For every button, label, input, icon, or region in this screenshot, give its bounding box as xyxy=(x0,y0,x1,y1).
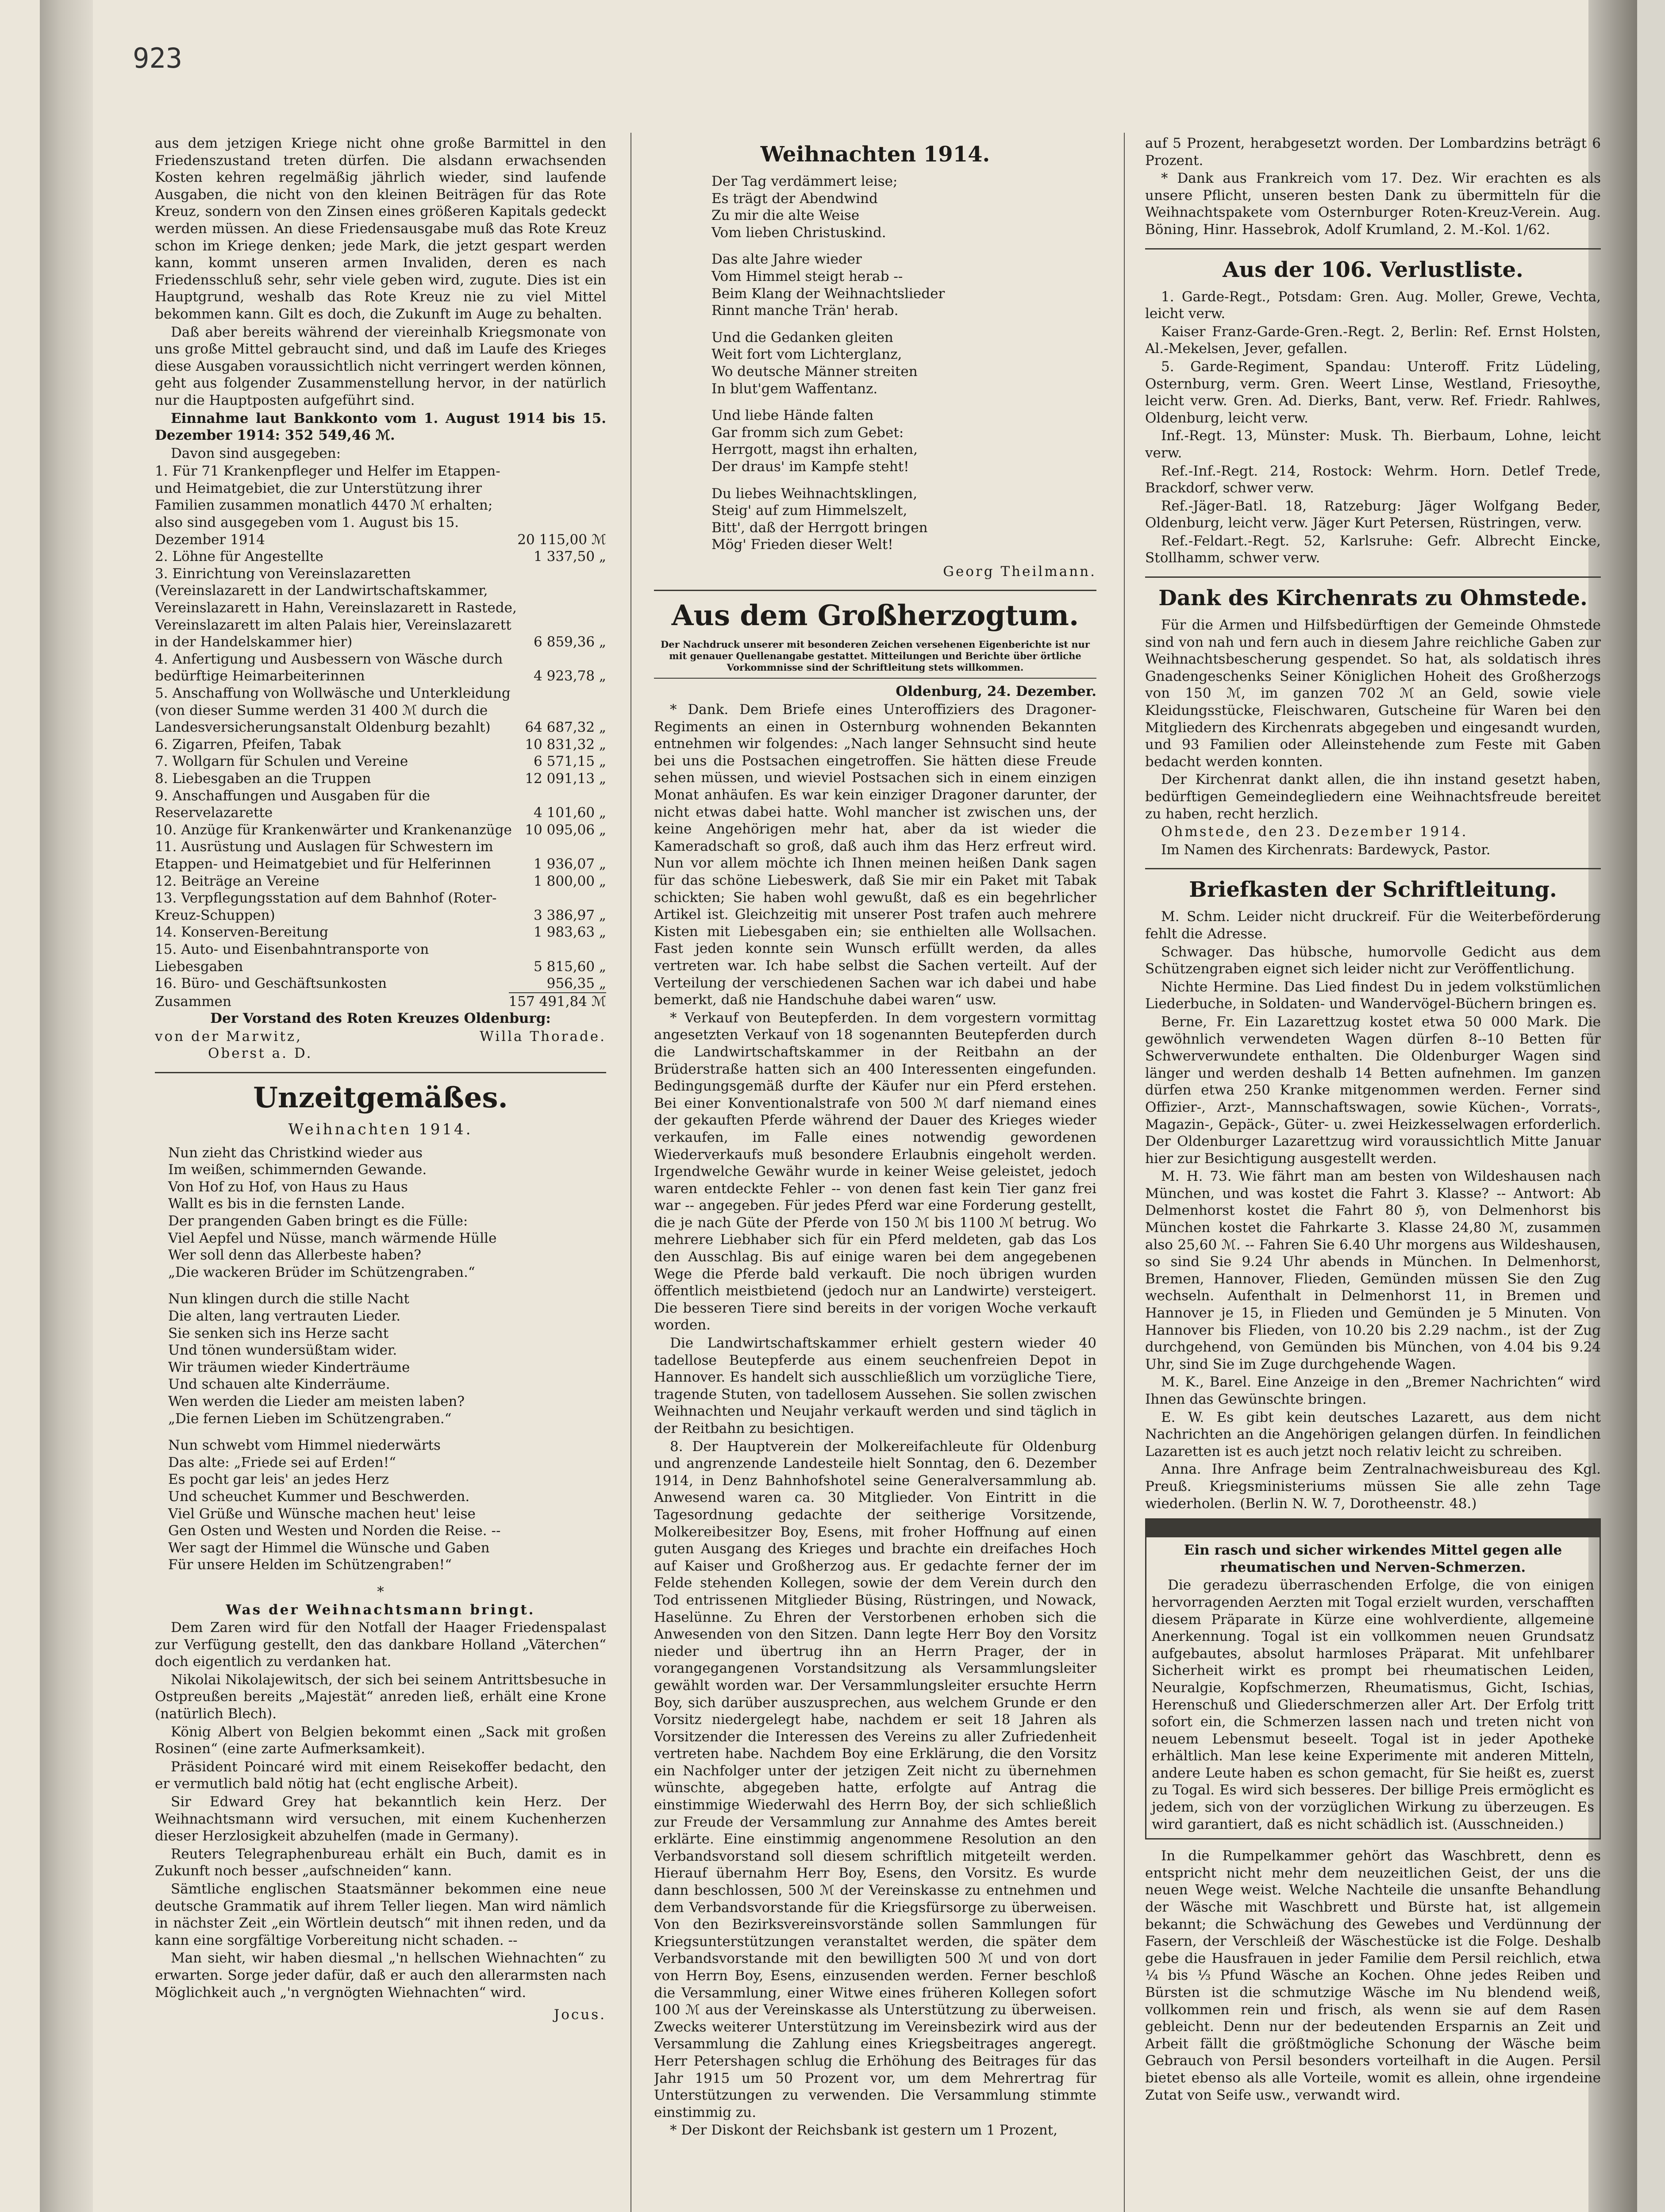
binding-edge xyxy=(40,0,93,2212)
expense-label: 10. Anzüge für Krankenwärter und Krankenanzüge xyxy=(155,822,512,838)
expense-row xyxy=(155,736,606,753)
paragraph: Man sieht, wir haben diesmal „'n hellschen Wiehnachten“ zu erwarten. Sorge jeder dafür, daß er auch den allerarmsten nach Möglichkeit auch „'n vergnögten Wiehnachten“ wird. xyxy=(155,1950,606,2001)
column-3 xyxy=(1145,135,1601,2212)
page-number: 923 xyxy=(133,42,182,74)
poem-line: Vom lieben Christuskind. xyxy=(711,224,886,241)
poem-line: Wer soll denn das Allerbeste haben? xyxy=(168,1247,422,1263)
divider xyxy=(654,678,1096,679)
board-signature: Der Vorstand des Roten Kreuzes Oldenburg: xyxy=(210,1010,551,1027)
paragraph: Sir Edward Grey hat bekanntlich kein Herz. Der Weihnachtsmann wird versuchen, mit einem Kuchenherzen dieser Herzlosigkeit abzuhelfen (made in Germany). xyxy=(155,1794,606,1844)
paragraph: Die Landwirtschaftskammer erhielt gestern wieder 40 tadellose Beutepferde aus einem seuchenfreien Depot in Hannover. Es handelt sich ausschließlich um vorzügliche Tiere, tragende Stuten, von tadellosem Aussehen. Sie sollen zwischen Weihnachten und Neujahr verkauft werden und sind täglich in der Reitbahn zu besichtigen. xyxy=(654,1335,1096,1436)
poem-stanza xyxy=(168,1437,606,1574)
ledger-intro: Davon sind ausgegeben: xyxy=(171,445,341,461)
article-text: In die Rumpelkammer gehört das Waschbrett, denn es entspricht nicht mehr dem neuzeitlichen Geist, der uns die neuen Wege weist. Welche Nachteile die unsanfte Behandlung der Wäsche mit Waschbrett und Bürste hat, ist allgemein bekannt; die Schwächung des Gewebes und Verdünnung der Fasern, der Verschleiß der Wäschestücke ist die Folge. Deshalb gebe die Hausfrauen in jeder Familie dem Persil reichlich, etwa ¼ bis ⅓ Pfund Wäsche an Kochen. Ohne jedes Reiben und Bürsten ist die schmutzige Wäsche im Nu blendend weiß, vollkommen rein und frisch, als wenn sie auf dem Rasen gebleicht. Denn nur der bedeutenden Ersparnis an Zeit und Arbeit fällt die größtmögliche Schonung der Wäsche beim Gebrauch von Persil besonders vorteilhaft in die Augen. Persil bietet ebenso als alle Vorteile, womit es allein, ohne irgendeine Zutat von Seife usw., verwandt wird. xyxy=(1145,1848,1601,2103)
poem-line: Nun schwebt vom Himmel niederwärts xyxy=(168,1437,441,1454)
poem-line: Gar fromm sich zum Gebet: xyxy=(711,424,904,441)
article-body xyxy=(1145,908,1601,1512)
poem-line: Wir träumen wieder Kinderträume xyxy=(168,1359,410,1375)
paragraph: * Dank. Dem Briefe eines Unteroffiziers des Dragoner-Regiments an einen in Osternburg wohnenden Bekannten entnehmen wir folgendes: „Nach langer Sehnsucht sind heute bei uns die Postsachen eingetroffen. Sie hätten diese Freude sehen müssen, und wieviel Postsachen sich in einem einzigen Monat anhäufen. Es war kein einziger Dragoner darunter, der nicht etwas dabei hatte. Wohl mancher ist zwischen uns, der keine Angehörigen mehr hat, aber da ist wieder die Kameradschaft so groß, daß auch ihm das Herz erfreut wird. Nun vor allem möchte ich Ihnen meinen heißen Dank sagen für das schöne Liebeswerk, daß Sie mir ein Paket mit Tabak schickten; Sie haben wohl gewußt, daß es ein begehrlicher Artikel ist. Gleichzeitig mit unserer Post trafen auch mehrere Kisten mit Liebesgaben ein; sie enthielten alle Wollsachen. Fast jeden konnte sein Wunsch erfüllt werden, da alles vertreten war. Ich habe selbst die Sachen verteilt. Auf der Verteilung der verschiedenen Sachen war ich dabei und habe bemerkt, daß nie Handschuhe dabei waren“ usw. xyxy=(654,702,1096,1008)
expense-amount: 6 571,15 „ xyxy=(534,753,606,770)
divider xyxy=(1145,868,1601,869)
paragraph: Ref.-Jäger-Batl. 18, Ratzeburg: Jäger Wolfgang Beder, Oldenburg, leicht verw. Jäger Kurt Petersen, Rüstringen, verw. xyxy=(1145,498,1601,531)
expense-label: 16. Büro- und Geschäftsunkosten xyxy=(155,975,387,992)
poem-line: Für unsere Helden im Schützengraben!“ xyxy=(168,1557,452,1573)
article-text: aus dem jetzigen Kriege nicht ohne große Barmittel in den Friedenszustand treten dürfen. Die alsdann erwachsenden Kosten kehren regelmäßig jährlich wieder, sind laufende Ausgaben, die nicht von den kleinen Beiträgen für das Rote Kreuz, sondern von den Zinsen eines größeren Kapitals gedeckt werden müssen. An diese Friedensausgabe muß das Rote Kreuz schon im Kriege denken; jede Mark, die jetzt gespart werden kann, kommt unseren armen Invaliden, deren es nach Friedensschluß sehr, sehr viele geben wird, zugute. Dies ist ein Hauptgrund, weshalb das Rote Kreuz nie zu viel Mittel bekommen kann. Gilt es doch, die Zukunft im Auge zu behalten. xyxy=(155,135,606,322)
paragraph: Nikolai Nikolajewitsch, der sich bei seinem Antrittsbesuche in Ostpreußen bereits „Majestät“ anreden ließ, erhält eine Krone (natürlich Blech). xyxy=(155,1671,606,1722)
poem-stanza xyxy=(168,1144,606,1281)
divider xyxy=(1145,576,1601,578)
paragraph: Ref.-Feldart.-Regt. 52, Karlsruhe: Gefr. Albrecht Eincke, Stollhamm, schwer verw. xyxy=(1145,533,1601,566)
poem-line: Herrgott, magst ihn erhalten, xyxy=(711,442,918,458)
expense-label: 9. Anschaffungen und Ausgaben für die Reservelazarette xyxy=(155,787,430,821)
poem-line: „Die fernen Lieben im Schützengraben.“ xyxy=(168,1410,452,1427)
poem-stanza xyxy=(168,1290,606,1427)
poem-line: Von Hof zu Hof, von Haus zu Haus xyxy=(168,1179,408,1195)
poem-line: Viel Grüße und Wünsche machen heut' leise xyxy=(168,1505,476,1522)
signature-date: Ohmstede, den 23. Dezember 1914. xyxy=(1161,824,1468,840)
poem-line: In blut'gem Waffentanz. xyxy=(711,380,878,397)
paragraph: E. W. Es gibt kein deutsches Lazarett, aus dem nicht Nachrichten an die Angehörigen gelangen dürfen. In feindlichen Lazaretten ist es auch jetzt noch relativ leicht zu schreiben. xyxy=(1145,1409,1601,1459)
poem-line: Beim Klang der Weihnachtslieder xyxy=(711,285,945,302)
paragraph: Sämtliche englischen Staatsmänner bekommen eine neue deutsche Grammatik auf ihrem Teller liegen. Man wird nämlich in nächster Zeit „ein Wörtlein deutsch“ mit ihnen reden, und da kann eine sorgfältige Vorbereitung nicht schaden. -- xyxy=(155,1881,606,1948)
expense-row xyxy=(155,548,606,565)
expense-amount: 10 831,32 „ xyxy=(525,736,606,753)
paragraph: M. H. 73. Wie fährt man am besten von Wildeshausen nach München, und was kostet die Fahrt 3. Klasse? -- Antwort: Ab Delmenhorst kostet die Fahrt 80 ℌ, von Delmenhorst bis München kostet die Fahrkarte 3. Klasse 24,80 ℳ, zusammen also 25,60 ℳ. -- Fahren Sie 6.40 Uhr morgens aus Wildeshausen, so sind Sie 9.24 Uhr abends in München. In Delmenhorst, Bremen, Hannover, Flieden, Gemünden müssen Sie den Zug wechseln. Aufenthalt in Delmenhorst 11, in Bremen und Hannover je 15, in Flieden und Gemünden je 5 Minuten. Von Hannover bis Flieden, von 10.20 bis 2.29 nachm., ist der Zug durchgehend, von Gemünden bis München, von 4.04 bis 9.24 Uhr, sind Sie im Zuge durchgehende Wagen. xyxy=(1145,1168,1601,1372)
expense-table xyxy=(155,463,606,992)
divider xyxy=(1145,248,1601,250)
poem-line: Wer sagt der Himmel die Wünsche und Gaben xyxy=(168,1540,490,1556)
expense-amount: 20 115,00 ℳ xyxy=(517,531,606,548)
expense-amount: 956,35 „ xyxy=(546,975,606,992)
ad-headline: Ein rasch und sicher wirkendes Mittel gegen alle rheumatischen und Nerven-Schmerzen. xyxy=(1184,1542,1562,1575)
divider xyxy=(654,590,1096,591)
article-body xyxy=(155,1619,606,2001)
expense-amount: 5 815,60 „ xyxy=(534,958,606,975)
paragraph: Der Kirchenrat dankt allen, die ihn instand gesetzt haben, bedürftigen Gemeindegliedern eine Weihnachtsfreude bereitet zu haben, recht herzlich. xyxy=(1145,772,1601,822)
expense-row xyxy=(155,787,606,822)
paragraph: 8. Der Hauptverein der Molkereifachleute für Oldenburg und angrenzende Landesteile hielt Sonntag, den 6. Dezember 1914, in Denz Bahnhofshotel seine Generalversammlung ab. Anwesend waren ca. 30 Mitglieder. Von Eintritt in die Tagesordnung gedachte der seitherige Vorsitzende, Molkereibesitzer Boy, Esens, mit froher Hoffnung auf einen guten Ausgang des Krieges und brachte ein dreifaches Hoch auf Kaiser und Großherzog aus. Er gedachte ferner der im Felde stehenden Kollegen, sowie der dem Verein durch den Tod entrissenen Mitglieder Büsing, Rüstringen, und Nowack, Haselünne. Zu Ehren der Verstorbenen erhoben sich die Anwesenden von den Sitzen. Dann legte Herr Boy den Vorsitz nieder und übertrug ihn an Herrn Prager, der in vorangegangenen Vorstandsitzung als Versammlungsleiter gewählt worden war. Der Versammlungsleiter ersuchte Herrn Boy, sich darüber auszusprechen, aus welchem Grunde er den Vorsitz niedergelegt habe, nachdem er seit 18 Jahren als Vorsitzender die Interessen des Vereins zu aller Zufriedenheit vertreten habe. Nachdem Boy eine Erklärung, die den Vorsitz ein Nachfolger unter der jetzigen Zeit nicht zu übernehmen wünschte, abgegeben hatte, erfolgte auf Antrag die einstimmige Wiederwahl des Herrn Boy, der sich schließlich zur Freude der Versammlung zur Annahme des Amtes bereit erklärte. Eine einstimmig angenommene Resolution an den Verbandsvorstand soll diesem schriftlich mitgeteilt werden. Hierauf übernahm Herr Boy, Esens, den Vorsitz. Es wurde dann beschlossen, 500 ℳ der Vereinskasse zu entnehmen und dem Verbandsvorstande für die Kriegsfürsorge zu überweisen. Von den Bezirksvereinsvorstände sollen Sammlungen für Kriegsunterstützungen veranstaltet werden, die später dem Verbandsvorstande mit den bewilligten 500 ℳ und von dort von Herrn Boy, Esens, einzusenden werden. Ferner beschloß die Versammlung, einer Witwe eines früheren Kollegen sofort 100 ℳ aus der Vereinskasse als Unterstützung zu überweisen. Zwecks weiterer Unterstützung im Vereinsbezirk wird aus der Versammlung die Zahlung eines Kriegsbeitrages angeregt. Herr Petershagen schlug die Erhöhung des Beitrages für das Jahr 1915 um 50 Prozent vor, um dem Mehrertrag für Unterstützungen zu verwenden. Die Versammlung stimmte einstimmig zu. xyxy=(654,1438,1096,2120)
poem-stanza xyxy=(711,407,1096,475)
expense-label: 7. Wollgarn für Schulen und Vereine xyxy=(155,753,408,770)
poem-line: Du liebes Weihnachtsklingen, xyxy=(711,485,918,502)
reprint-note: Der Nachdruck unserer mit besonderen Zeichen versehenen Eigenberichte ist nur mit genauer Quellenangabe gestattet. Mitteilungen und Berichte über örtliche Vorkommnisse sind der Schriftleitung stets willkommen. xyxy=(661,639,1090,673)
poem-line: Rinnt manche Trän' herab. xyxy=(711,303,899,319)
poem-line: Der draus' im Kampfe steht! xyxy=(711,458,909,475)
expense-label: 11. Ausrüstung und Auslagen für Schwestern im Etappen- und Heimatgebiet und für Helferinnen xyxy=(155,839,493,872)
income-line: Einnahme laut Bankkonto vom 1. August 1914 bis 15. Dezember 1914: 352 549,46 ℳ. xyxy=(155,410,606,444)
poem-line: Der Tag verdämmert leise; xyxy=(711,173,898,189)
article-text: Daß aber bereits während der viereinhalb Kriegsmonate von uns große Mittel gebraucht sind, und daß im Laufe des Krieges diese Ausgaben voraussichtlich nicht verringert werden können, geht aus folgender Zusammenstellung hervor, in der natürlich nur die Hauptposten aufgeführt sind. xyxy=(155,324,606,408)
expense-label: 12. Beiträge an Vereine xyxy=(155,873,319,889)
section-title: Aus dem Großherzogtum. xyxy=(671,599,1079,633)
expense-amount: 4 923,78 „ xyxy=(534,668,606,684)
poem-line: Nun klingen durch die stille Nacht xyxy=(168,1291,409,1307)
expense-label: 13. Verpflegungsstation auf dem Bahnhof (Roter-Kreuz-Schuppen) xyxy=(155,890,497,923)
expense-row xyxy=(155,651,606,685)
poem-line: Viel Aepfel und Nüsse, manch wärmende Hülle xyxy=(168,1230,497,1246)
expense-row xyxy=(155,685,606,736)
signature-names: von der Marwitz, Willa Thorade. xyxy=(155,1028,606,1045)
section-title: Briefkasten der Schriftleitung. xyxy=(1189,877,1557,902)
poem-author: Georg Theilmann. xyxy=(943,563,1096,580)
paragraph: Berne, Fr. Ein Lazarettzug kostet etwa 50 000 Mark. Die gewöhnlich verwendeten Wagen dürfen 8--10 Betten für Schwerverwundete enthalten. Die Oldenburger Wagen sind länger und werden deshalb 14 Betten aufnehmen. Im ganzen dürfen etwa 250 Kranke mitgenommen werden. Ferner sind Offizier-, Arzt-, Mannschaftswagen, sowie Küchen-, Vorrats-, Magazin-, Gepäck-, Güter- u. zwei Heizkesselwagen erforderlich. Der Oldenburger Lazarettzug wird voraussichtlich Mitte Januar hier zur Besichtigung ausgestellt werden. xyxy=(1145,1014,1601,1167)
expense-amount: 1 800,00 „ xyxy=(534,873,606,889)
poem xyxy=(654,173,1096,553)
poem-line: Bitt', daß der Herrgott bringen xyxy=(711,519,928,536)
expense-row xyxy=(155,463,606,548)
expense-row xyxy=(155,941,606,975)
poem-stanza xyxy=(711,173,1096,241)
poem-line: Das alte: „Friede sei auf Erden!“ xyxy=(168,1454,396,1471)
divider xyxy=(155,1072,606,1073)
expense-amount: 12 091,13 „ xyxy=(525,770,606,787)
expense-row xyxy=(155,975,606,992)
signature-rank: Oberst a. D. xyxy=(208,1045,313,1062)
expense-row xyxy=(155,838,606,872)
ad-body: Die geradezu überraschenden Erfolge, die von einigen hervorragenden Aerzten mit Togal erzielt wurden, verschafften diesem Präparate in Kürze eine wohlverdiente, allgemeine Anerkennung. Togal ist ein vollkommen neuen Grundsatz aufgebautes, absolut harmloses Präparat. Mit unfehlbarer Sicherheit wirkt es prompt bei rheumatischen Leiden, Neuralgie, Kopfschmerzen, Rheumatismus, Gicht, Ischias, Herenschuß und Gliederschmerzen aller Art. Der Erfolg tritt sofort ein, die Schmerzen lassen nach und treten nicht von neuem Lebensmut beseelt. Togal ist in jeder Apotheke erhältlich. Man lese keine Experimente mit anderen Mitteln, andere Leute haben es schon gemacht, für Sie heißt es, zuerst zu Togal. Es wird sich besseres. Der billige Preis ermöglicht es jedem, sich von der vorzüglichen Wirkung zu überzeugen. Es wird garantiert, daß es nicht schädlich ist. (Ausschneiden.) xyxy=(1152,1577,1594,1832)
poem-title: Weihnachten 1914. xyxy=(760,142,990,167)
casualty-list xyxy=(1145,288,1601,567)
poem-line: Zu mir die alte Weise xyxy=(711,207,860,224)
poem-line: Es pocht gar leis' an jedes Herz xyxy=(168,1471,389,1488)
expense-row xyxy=(155,753,606,770)
total-row: Zusammen 157 491,84 ℳ xyxy=(155,993,606,1010)
expense-label: 14. Konserven-Bereitung xyxy=(155,924,328,941)
column-rule xyxy=(1124,133,1125,2212)
section-title: Dank des Kirchenrats zu Ohmstede. xyxy=(1158,586,1588,611)
expense-label: 2. Löhne für Angestellte xyxy=(155,549,323,565)
signature-name: Im Namen des Kirchenrats: Bardewyck, Pastor. xyxy=(1161,841,1491,858)
expense-row xyxy=(155,873,606,890)
expense-label: 1. Für 71 Krankenpfleger und Helfer im Etappen- und Heimatgebiet, die zur Unterstützung ihrer Familien zusammen monatlich 4470 ℳ erhalten; also sind ausgegeben vom 1. August bis 15. Dezember 1914 xyxy=(155,463,500,548)
expense-label: 8. Liebesgaben an die Truppen xyxy=(155,770,371,787)
poem-line: Nun zieht das Christkind wieder aus xyxy=(168,1144,423,1161)
section-title: Unzeitgemäßes. xyxy=(253,1081,508,1115)
paragraph: Schwager. Das hübsche, humorvolle Gedicht aus dem Schützengraben eignet sich leider nicht zur Veröffentlichung. xyxy=(1145,944,1601,977)
poem-line: Wen werden die Lieder am meisten laben? xyxy=(168,1393,465,1409)
paragraph: Für die Armen und Hilfsbedürftigen der Gemeinde Ohmstede sind von nah und fern auch in diesem Jahre reichliche Gaben zur Weihnachtsbescherung gespendet. So hat, als soldatisch ihres Gnadengeschenks Seiner Königlichen Hoheit des Großherzogs von 150 ℳ, im ganzen 702 ℳ an Geld, sowie viele Kleidungsstücke, Fleischwaren, Gutscheine für Waren bei den Mitgliedern des Kirchenrats abgegeben und eingesandt wurden, und 93 Familien oder Alleinstehende zum Feste mit Gaben bedacht werden konnten. xyxy=(1145,617,1601,770)
separator-star: * xyxy=(377,1583,384,1600)
paragraph: 5. Garde-Regiment, Spandau: Unteroff. Fritz Lüdeling, Osternburg, verm. Gren. Weert Linse, Westland, Friesoythe, leicht verw. Gren. Ad. Dierks, Bant, verw. Ref. Friedr. Rahlwes, Oldenburg, leicht verw. xyxy=(1145,358,1601,426)
expense-amount: 64 687,32 „ xyxy=(525,719,606,736)
paragraph: Ref.-Inf.-Regt. 214, Rostock: Wehrm. Horn. Detlef Trede, Brackdorf, schwer verw. xyxy=(1145,463,1601,496)
expense-row xyxy=(155,565,606,651)
poem-line: „Die wackeren Brüder im Schützengraben.“ xyxy=(168,1264,475,1280)
advertisement xyxy=(1145,1518,1601,1839)
poem-subtitle: Weihnachten 1914. xyxy=(288,1121,473,1139)
poem-stanza xyxy=(711,329,1096,397)
dateline: Oldenburg, 24. Dezember. xyxy=(896,684,1096,700)
expense-amount: 6 859,36 „ xyxy=(534,634,606,650)
poem-line: Die alten, lang vertrauten Lieder. xyxy=(168,1308,401,1324)
expense-amount: 3 386,97 „ xyxy=(534,907,606,923)
poem-line: Und schauen alte Kinderräume. xyxy=(168,1376,390,1393)
poem-stanza xyxy=(711,251,1096,319)
expense-row xyxy=(155,770,606,787)
poem-line: Und scheuchet Kummer und Beschwerden. xyxy=(168,1488,470,1505)
expense-label: 5. Anschaffung von Wollwäsche und Unterkleidung (von dieser Summe werden 31 400 ℳ durch die Landesversicherungsanstalt Oldenburg bezahlt) xyxy=(155,685,511,736)
expense-amount: 10 095,06 „ xyxy=(525,822,606,838)
poem-line: Sie senken sich ins Herze sacht xyxy=(168,1325,389,1341)
expense-amount: 4 101,60 „ xyxy=(534,805,606,821)
poem-line: Es trägt der Abendwind xyxy=(711,190,878,207)
section-title: Aus der 106. Verlustliste. xyxy=(1223,257,1523,282)
expense-amount: 1 983,63 „ xyxy=(534,924,606,941)
expense-row xyxy=(155,924,606,941)
poem-line: Und liebe Hände falten xyxy=(711,407,874,424)
column-2 xyxy=(654,135,1096,2212)
expense-amount: 1 936,07 „ xyxy=(534,856,606,872)
expense-label: 4. Anfertigung und Ausbessern von Wäsche durch bedürftige Heimarbeiterinnen xyxy=(155,651,503,684)
poem-line: Wo deutsche Männer streiten xyxy=(711,363,918,380)
paragraph: Präsident Poincaré wird mit einem Reisekoffer bedacht, den er vermutlich bald nötig hat (echt englische Arbeit). xyxy=(155,1759,606,1792)
paragraph: Inf.-Regt. 13, Münster: Musk. Th. Bierbaum, Lohne, leicht verw. xyxy=(1145,428,1601,461)
expense-row xyxy=(155,890,606,924)
poem-line: Weit fort vom Lichterglanz, xyxy=(711,346,902,363)
poem-line: Das alte Jahre wieder xyxy=(711,251,862,268)
paragraph: Kaiser Franz-Garde-Gren.-Regt. 2, Berlin: Ref. Ernst Holsten, Al.-Mekelsen, Jever, gefallen. xyxy=(1145,323,1601,357)
ad-header-bar xyxy=(1146,1520,1600,1537)
poem-line: Mög' Frieden dieser Welt! xyxy=(711,537,893,553)
poem-line: Und tönen wundersüßtam wider. xyxy=(168,1342,397,1359)
paragraph: * Der Diskont der Reichsbank ist gestern um 1 Prozent, xyxy=(670,2122,1058,2139)
poem-line: Steig' auf zum Himmelszelt, xyxy=(711,503,907,519)
paragraph: M. K., Barel. Eine Anzeige in den „Bremer Nachrichten“ wird Ihnen das Gewünschte bringen. xyxy=(1145,1374,1601,1407)
expense-amount: 1 337,50 „ xyxy=(534,549,606,565)
poem-line: Im weißen, schimmernden Gewande. xyxy=(168,1162,427,1178)
poem-line: Wallt es bis in die fernsten Lande. xyxy=(168,1196,405,1212)
expense-label: 3. Einrichtung von Vereinslazaretten (Vereinslazarett in der Landwirtschaftskammer, Vereinslazarett in Hahn, Vereinslazarett in Rastede, Vereinslazarett im alten Palais hier, Vereinslazarett in der Handelskammer hier) xyxy=(155,565,517,650)
expense-label: 6. Zigarren, Pfeifen, Tabak xyxy=(155,736,341,753)
author-signature: Jocus. xyxy=(554,2007,606,2023)
article-body xyxy=(1145,617,1601,822)
expense-label: 15. Auto- und Eisenbahntransporte von Liebesgaben xyxy=(155,941,429,975)
poem-line: Gen Osten und Westen und Norden die Reise. -- xyxy=(168,1523,501,1539)
column-1 xyxy=(155,135,606,2212)
paragraph: Anna. Ihre Anfrage beim Zentralnachweisbureau des Kgl. Preuß. Kriegsministeriums müssen Sie alle zehn Tage wiederholen. (Berlin N. W. 7, Dorotheenstr. 48.) xyxy=(1145,1461,1601,1512)
poem-line: Und die Gedanken gleiten xyxy=(711,329,893,346)
expense-row xyxy=(155,822,606,839)
paragraph: König Albert von Belgien bekommt einen „Sack mit großen Rosinen“ (eine zarte Aufmerksamkeit). xyxy=(155,1724,606,1757)
paragraph: Reuters Telegraphenbureau erhält ein Buch, damit es in Zukunft noch besser „aufschneiden“ kann. xyxy=(155,1846,606,1879)
paragraph: Dem Zaren wird für den Notfall der Haager Friedenspalast zur Verfügung gestellt, den das dankbare Holland „Väterchen“ doch eigentlich zu verdanken hat. xyxy=(155,1620,606,1670)
paragraph: M. Schm. Leider nicht druckreif. Für die Weiterbeförderung fehlt die Adresse. xyxy=(1145,909,1601,942)
subsection-title: Was der Weihnachtsmann bringt. xyxy=(226,1601,535,1618)
paragraph: * Verkauf von Beutepferden. In dem vorgestern vormittag angesetzten Verkauf von 18 sogenannten Beutepferden durch die Landwirtschaftskammer in der Reitbahn an der Brüderstraße hatten sich an 400 Interessenten eingefunden. Bedingungsgemäß durfte der Käufer nur ein Pferd erstehen. Bei einer Konventionalstrafe von 500 ℳ darf niemand eines der gekauften Pferde während der Dauer des Krieges wieder verkaufen, im Falle eines notwendig gewordenen Wiederverkaufs muß besondere Erlaubnis eingeholt werden. Irgendwelche Gewähr wurde in keiner Weise geleistet, jedoch waren entdeckte Fehler -- von denen fast kein Tier ganz frei war -- angegeben. Für jedes Pferd war eine Forderung gestellt, die je nach Güte der Pferde von 150 ℳ bis 1100 ℳ betrug. Wo mehrere Liebhaber sich für ein Pferd meldeten, gab das Los den Ausschlag. Bis auf einige waren bei dem angegebenen Wege die Pferde bald verkauft. Die noch übrigen wurden öffentlich meistbietend (jedoch nur an Landwirte) versteigert. Die besseren Tiere sind bereits in der vorigen Woche verkauft worden. xyxy=(654,1010,1096,1333)
article-text: auf 5 Prozent, herabgesetzt worden. Der Lombardzins beträgt 6 Prozent. xyxy=(1145,135,1601,169)
article-body xyxy=(654,701,1096,2139)
paragraph: 1. Garde-Regt., Potsdam: Gren. Aug. Moller, Grewe, Vechta, leicht verw. xyxy=(1145,288,1601,322)
poem-line: Der prangenden Gaben bringt es die Fülle: xyxy=(168,1213,468,1229)
paragraph: Nichte Hermine. Das Lied findest Du in jedem volkstümlichen Liederbuche, in Soldaten- und Wandervögel-Büchern bringen es. xyxy=(1145,979,1601,1012)
poem xyxy=(155,1144,606,1574)
article-text: * Dank aus Frankreich vom 17. Dez. Wir erachten es als unsere Pflicht, unseren besten Dank zu übermitteln für die Weihnachtspakete vom Osternburger Roten-Kreuz-Verein. Aug. Böning, Hinr. Hassebrok, Adolf Krumland, 2. M.-Kol. 1/62. xyxy=(1145,170,1601,238)
poem-stanza xyxy=(711,485,1096,553)
poem-line: Vom Himmel steigt herab -- xyxy=(711,268,903,284)
